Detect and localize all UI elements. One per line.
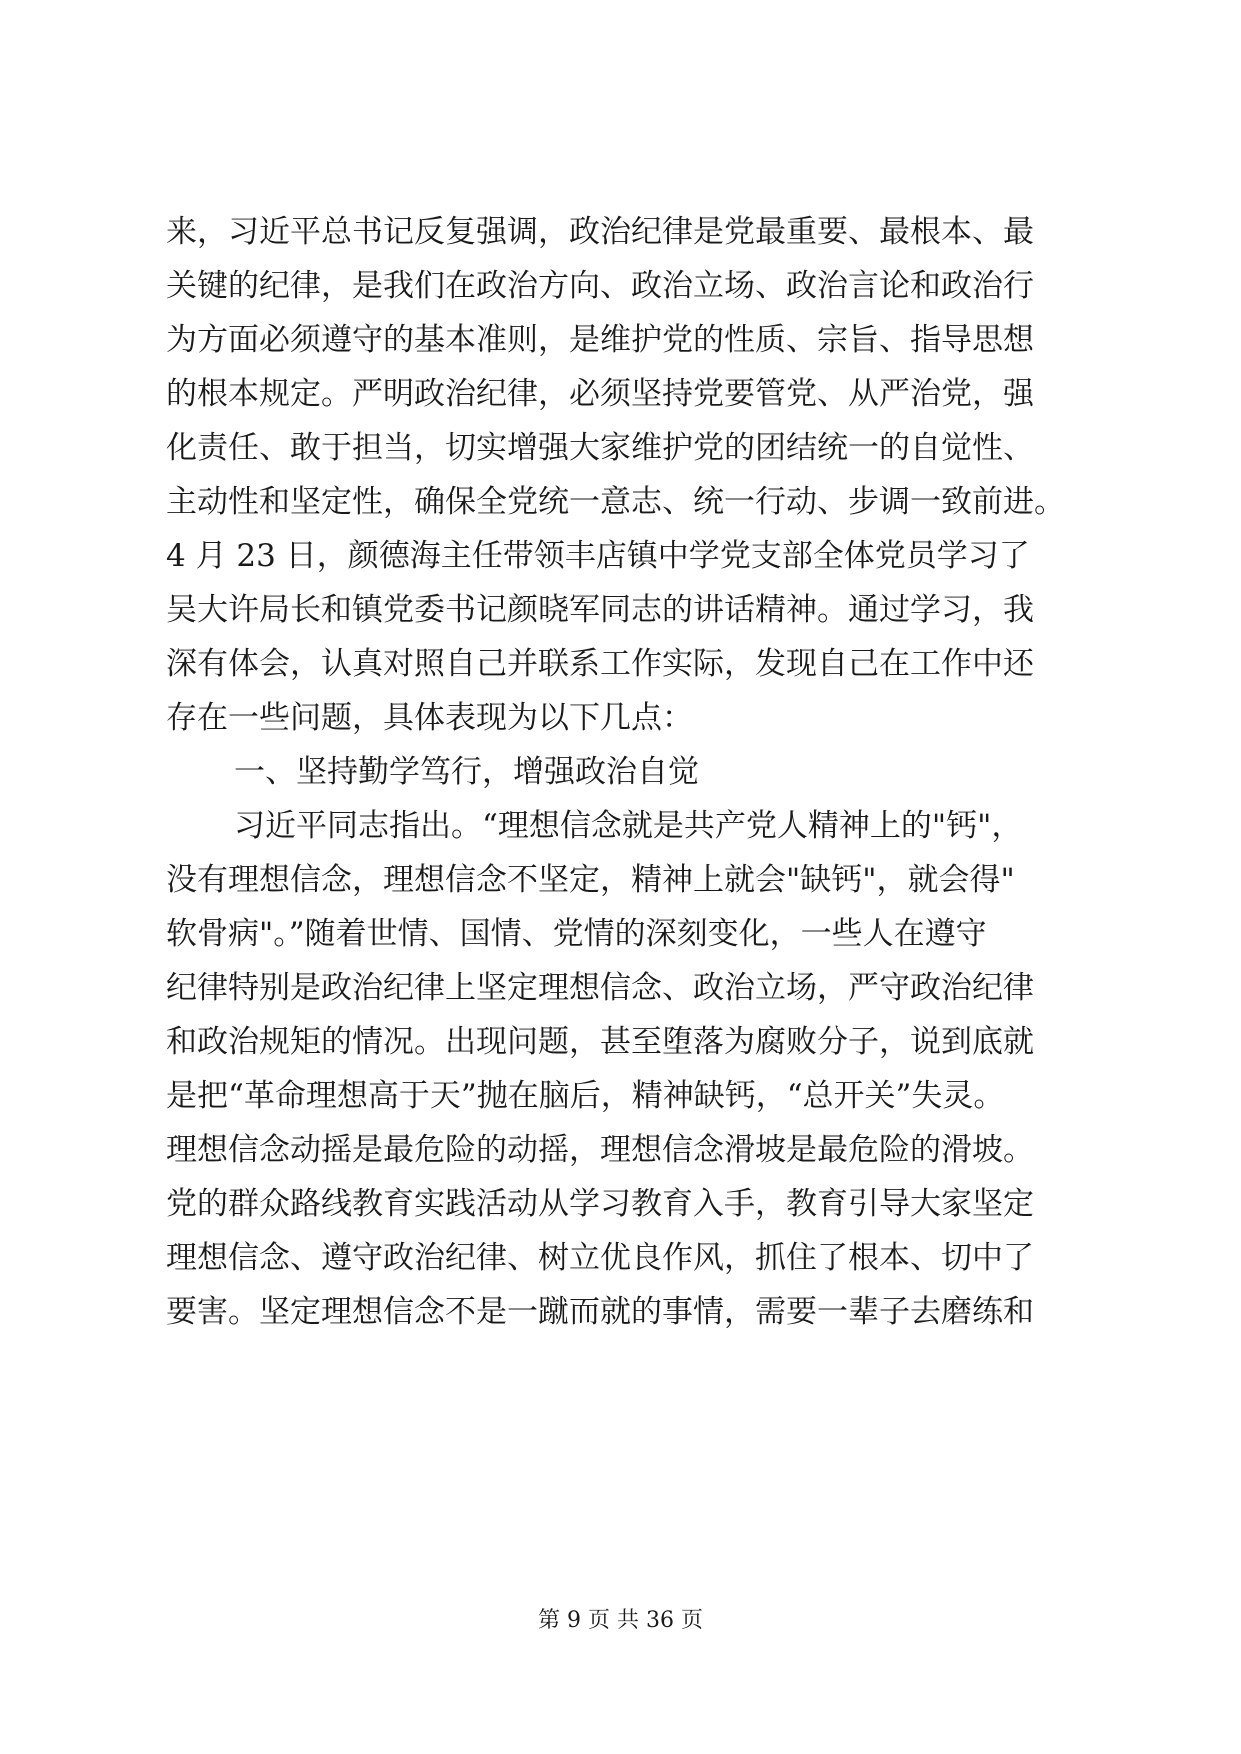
body-text-line: 来，习近平总书记反复强调，政治纪律是党最重要、最根本、最 [166,214,1034,250]
body-text-line: 纪律特别是政治纪律上坚定理想信念、政治立场，严守政治纪律 [166,970,1034,1006]
body-text-line: 为方面必须遵守的基本准则，是维护党的性质、宗旨、指导思想 [166,322,1034,358]
body-text-line: 党的群众路线教育实践活动从学习教育入手，教育引导大家坚定 [166,1186,1034,1222]
body-text-line: 理想信念、遵守政治纪律、树立优良作风，抓住了根本、切中了 [166,1240,1034,1276]
body-text-line: 存在一些问题，具体表现为以下几点： [166,700,693,736]
body-text-line: 要害。坚定理想信念不是一蹴而就的事情，需要一辈子去磨练和 [166,1294,1034,1330]
body-text-line: 主动性和坚定性，确保全党统一意志、统一行动、步调一致前进。 [166,484,1065,520]
body-text-line: 吴大许局长和镇党委书记颜晓军同志的讲话精神。通过学习，我 [166,592,1034,628]
body-text-line: 理想信念动摇是最危险的动摇，理想信念滑坡是最危险的滑坡。 [166,1132,1034,1168]
body-text-line: 4 月 23 日，颜德海主任带领丰店镇中学党支部全体党员学习了 [166,538,1030,574]
body-text-line: 软骨病"。”随着世情、国情、党情的深刻变化，一些人在遵守 [166,916,987,952]
body-text-line: 习近平同志指出。“理想信念就是共产党人精神上的"钙"， [234,808,1023,844]
body-text-line: 是把“革命理想高于天”抛在脑后，精神缺钙，“总开关”失灵。 [166,1078,1005,1114]
body-text-line: 关键的纪律，是我们在政治方向、政治立场、政治言论和政治行 [166,268,1034,304]
body-text-line: 和政治规矩的情况。出现问题，甚至堕落为腐败分子，说到底就 [166,1024,1034,1060]
body-text-line: 的根本规定。严明政治纪律，必须坚持党要管党、从严治党，强 [166,376,1034,412]
body-text-line: 化责任、敢于担当，切实增强大家维护党的团结统一的自觉性、 [166,430,1034,466]
body-text-line: 没有理想信念，理想信念不坚定，精神上就会"缺钙"，就会得" [166,862,1015,898]
page-footer: 第 9 页 共 36 页 [538,1608,703,1633]
body-text-line: 深有体会，认真对照自己并联系工作实际，发现自己在工作中还 [166,646,1034,682]
section-heading: 一、坚持勤学笃行，增强政治自觉 [234,754,699,790]
